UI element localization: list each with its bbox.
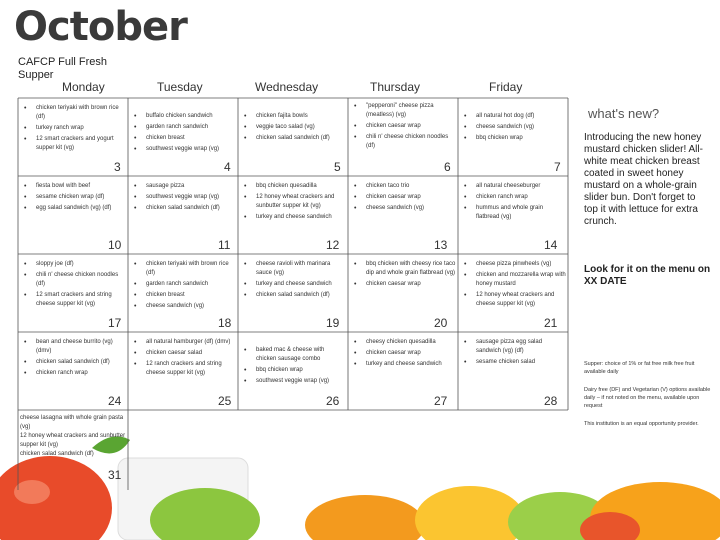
menu-item: • all natural hot dog (df) — [462, 112, 566, 121]
day-cell — [242, 182, 346, 224]
day-number: 3 — [114, 160, 121, 174]
menu-item: • bbq chicken wrap — [462, 134, 566, 143]
day-cell — [462, 338, 566, 369]
day-number: 28 — [544, 394, 558, 408]
day-number: 5 — [334, 160, 341, 174]
menu-item: • chicken and mozzarella wrap with honey mustard — [462, 271, 566, 289]
menu-item: • chicken caesar wrap — [352, 349, 456, 358]
day-cell — [352, 102, 456, 153]
day-number: 27 — [434, 394, 448, 408]
day-number: 20 — [434, 316, 448, 330]
menu-item: • sausage pizza — [132, 182, 236, 191]
day-cell — [132, 260, 236, 313]
menu-item: • bean and cheese burrito (vg) (dmv) — [22, 338, 126, 356]
day-header-monday: Monday — [62, 80, 105, 94]
menu-item: • "pepperoni" cheese pizza (meatless) (vg) — [352, 102, 456, 120]
supper-note: Supper: choice of 1% or fat free milk free fruit available daily — [584, 361, 695, 375]
menu-item: • chicken salad sandwich (df) — [22, 358, 126, 367]
equal-opportunity-note: This institution is an equal opportunity provider. — [584, 421, 699, 427]
menu-item: • chicken fajita bowls — [242, 112, 346, 121]
menu-item: • southwest veggie wrap (vg) — [132, 193, 236, 202]
menu-item: • 12 smart crackers and string cheese supper kit (vg) — [22, 291, 126, 309]
day-number: 21 — [544, 316, 558, 330]
menu-item: • sloppy joe (df) — [22, 260, 126, 269]
day-number: 11 — [218, 238, 231, 252]
menu-item: • 12 honey wheat crackers and sunbutter supper kit (vg) — [242, 193, 346, 211]
day-number: 14 — [544, 238, 558, 252]
menu-item: cheese lasagna with whole grain pasta (vg) — [20, 415, 124, 430]
menu-item: • chicken salad sandwich (df) — [242, 291, 346, 300]
day-cell — [352, 260, 456, 291]
menu-item: • bbq chicken with cheesy rice taco dip and whole grain flatbread (vg) — [352, 260, 456, 278]
menu-item: • chicken caesar wrap — [352, 280, 456, 289]
day-number: 24 — [108, 394, 122, 408]
menu-item: • baked mac & cheese with chicken sausage combo — [242, 346, 346, 364]
menu-item: • chili n' cheese chicken noodles (df) — [22, 271, 126, 289]
menu-item: • chicken salad sandwich (df) — [132, 204, 236, 213]
menu-item: • garden ranch sandwich — [132, 123, 236, 132]
menu-item: • chicken taco trio — [352, 182, 456, 191]
menu-item: • chicken caesar wrap — [352, 193, 456, 202]
day-cell — [132, 338, 236, 380]
menu-item: • 12 smart crackers and yogurt supper kit (vg) — [22, 135, 126, 153]
day-number: 26 — [326, 394, 340, 408]
menu-item: • cheese sandwich (vg) — [352, 204, 456, 213]
day-cell — [462, 260, 566, 311]
menu-item: • sesame chicken salad — [462, 358, 566, 367]
day-cell — [242, 112, 346, 145]
day-cell — [132, 182, 236, 215]
day-number: 31 — [108, 468, 122, 482]
menu-item: • chicken caesar salad — [132, 349, 236, 358]
day-cell — [242, 346, 346, 388]
menu-item: • sausage pizza egg salad sandwich (vg) (df) — [462, 338, 566, 356]
day-cell — [462, 182, 566, 224]
whats-new-body: Introducing the new honey mustard chicken slider! All-white meat chicken breast coated in sweet honey mustard on a whole-grain slider bun. Don't forget to top it with lettuce for extra crunch. — [584, 132, 703, 227]
menu-date-callout: Look for it on the menu on XX DATE — [584, 264, 711, 287]
menu-item: • sesame chicken wrap (df) — [22, 193, 126, 202]
menu-item: • cheese pizza pinwheels (vg) — [462, 260, 566, 269]
menu-item: • chicken salad sandwich (df) — [242, 134, 346, 143]
menu-item: • turkey and cheese sandwich — [242, 280, 346, 289]
menu-item: • chicken teriyaki with brown rice (df) — [132, 260, 236, 278]
org-name: CAFCP Full Fresh Supper — [18, 56, 108, 81]
day-cell — [352, 182, 456, 215]
day-cell-31 — [20, 414, 126, 459]
menu-item: • chicken caesar wrap — [352, 122, 456, 131]
menu-item: • all natural hamburger (df) (dmv) — [132, 338, 236, 347]
day-number: 6 — [444, 160, 451, 174]
day-number: 19 — [326, 316, 340, 330]
dietary-note: Dairy free (DF) and Vegetarian (V) options available daily – if not noted on the menu, available upon request — [584, 387, 711, 409]
menu-item: • chicken ranch wrap — [462, 193, 566, 202]
menu-item: • chicken breast — [132, 134, 236, 143]
day-number: 13 — [434, 238, 448, 252]
day-header-friday: Friday — [489, 80, 523, 94]
day-number: 4 — [224, 160, 231, 174]
menu-item: • bbq chicken quesadilla — [242, 182, 346, 191]
menu-item: • turkey and cheese sandwich — [242, 213, 346, 222]
menu-item: • chili n' cheese chicken noodles (df) — [352, 133, 456, 151]
day-number: 17 — [108, 316, 122, 330]
day-header-thursday: Thursday — [370, 80, 421, 94]
menu-item: • 12 honey wheat crackers and cheese supper kit (vg) — [462, 291, 566, 309]
menu-item: • cheesy chicken quesadilla — [352, 338, 456, 347]
day-number: 25 — [218, 394, 232, 408]
day-number: 7 — [554, 160, 561, 174]
day-cell — [22, 182, 126, 215]
menu-item: • veggie taco salad (vg) — [242, 123, 346, 132]
menu-item: • chicken breast — [132, 291, 236, 300]
menu-item: • hummus and whole grain flatbread (vg) — [462, 204, 566, 222]
menu-item: • 12 ranch crackers and string cheese supper kit (vg) — [132, 360, 236, 378]
page-title: October — [14, 4, 187, 50]
menu-item: • buffalo chicken sandwich — [132, 112, 236, 121]
day-cell — [22, 260, 126, 311]
day-cell — [22, 338, 126, 380]
day-cell — [132, 112, 236, 156]
day-number: 12 — [326, 238, 340, 252]
menu-item: • all natural cheeseburger — [462, 182, 566, 191]
menu-item: • turkey and cheese sandwich — [352, 360, 456, 369]
menu-item: • southwest veggie wrap (vg) — [132, 145, 236, 154]
menu-item: • cheese sandwich (vg) — [132, 302, 236, 311]
whats-new-heading: what's new? — [588, 106, 660, 121]
day-number: 18 — [218, 316, 232, 330]
menu-item: chicken salad sandwich (df) — [20, 451, 94, 457]
menu-item: • chicken ranch wrap — [22, 369, 126, 378]
day-cell — [352, 338, 456, 371]
menu-item: • egg salad sandwich (vg) (df) — [22, 204, 126, 213]
day-number: 10 — [108, 238, 122, 252]
day-cell — [462, 112, 566, 145]
menu-item: • bbq chicken wrap — [242, 366, 346, 375]
day-cell — [22, 104, 126, 155]
menu-item: • garden ranch sandwich — [132, 280, 236, 289]
menu-item: • chicken teriyaki with brown rice (df) — [22, 104, 126, 122]
menu-item: 12 honey wheat crackers and sunbutter supper kit (vg) — [20, 433, 126, 448]
menu-item: • cheese ravioli with marinara sauce (vg) — [242, 260, 346, 278]
day-cell — [242, 260, 346, 302]
day-header-wednesday: Wednesday — [255, 80, 319, 94]
menu-item: • fiesta bowl with beef — [22, 182, 126, 191]
day-header-tuesday: Tuesday — [157, 80, 203, 94]
menu-item: • cheese sandwich (vg) — [462, 123, 566, 132]
menu-item: • turkey ranch wrap — [22, 124, 126, 133]
menu-item: • southwest veggie wrap (vg) — [242, 377, 346, 386]
